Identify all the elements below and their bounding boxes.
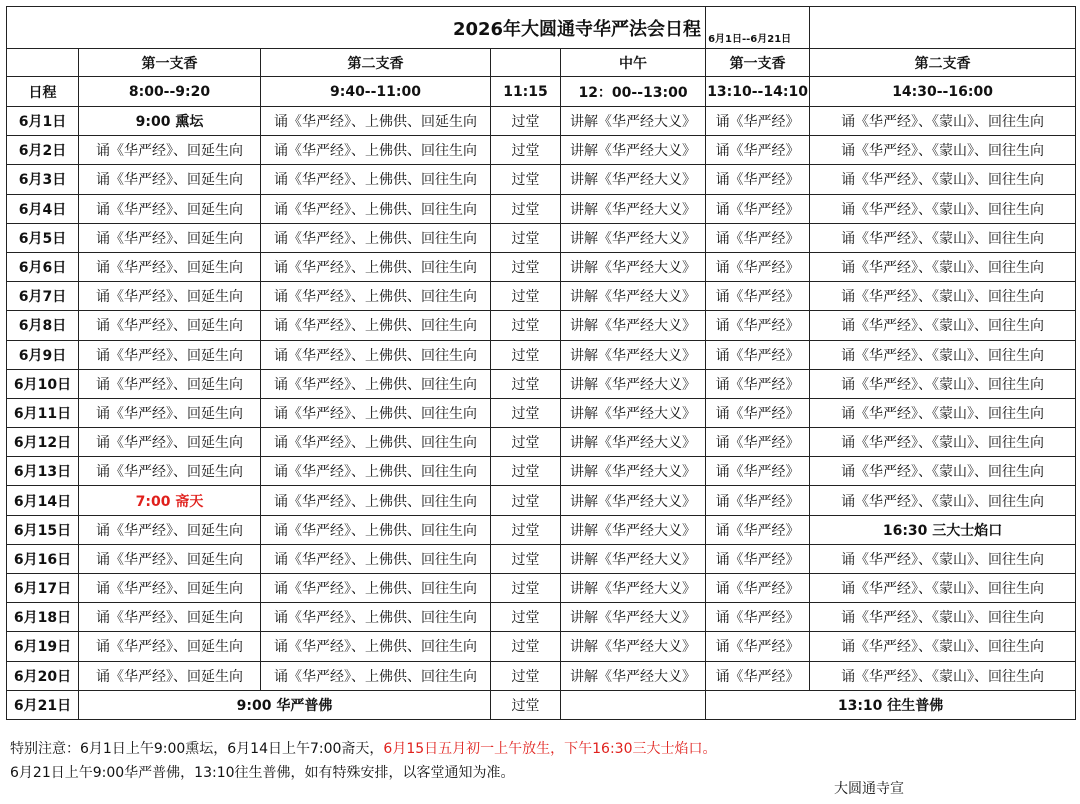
- date-cell: 6月18日: [7, 603, 79, 632]
- afternoon-second-cell: 诵《华严经》、《蒙山》、回往生向: [810, 340, 1076, 369]
- morning-second-cell: 诵《华严经》、上佛供、回往生向: [261, 165, 491, 194]
- table-row: [7, 340, 1076, 369]
- title-blank-cell: [810, 7, 1076, 49]
- date-cell: 6月7日: [7, 282, 79, 311]
- morning-first-cell: 诵《华严经》、回延生向: [79, 574, 261, 603]
- noon-meal-cell: 过堂: [491, 428, 561, 457]
- noon-meal-cell: 过堂: [491, 544, 561, 573]
- morning-second-cell: 诵《华严经》、上佛供、回往生向: [261, 515, 491, 544]
- date-cell: 6月17日: [7, 574, 79, 603]
- table-row: [7, 369, 1076, 398]
- morning-second-cell: 诵《华严经》、上佛供、回往生向: [261, 428, 491, 457]
- noon-meal-cell: 过堂: [491, 515, 561, 544]
- lecture-cell: 讲解《华严经大义》: [561, 603, 706, 632]
- afternoon-first-cell: 诵《华严经》: [706, 398, 810, 427]
- schedule-table: [6, 6, 1076, 720]
- date-cell: 6月20日: [7, 661, 79, 690]
- date-cell: 6月13日: [7, 457, 79, 486]
- table-row: [7, 428, 1076, 457]
- table-row: [7, 603, 1076, 632]
- afternoon-first-cell: 诵《华严经》: [706, 107, 810, 136]
- date-cell: 6月1日: [7, 107, 79, 136]
- time-header: 日程: [7, 77, 79, 107]
- time-header: 11:15: [491, 77, 561, 107]
- table-row: [7, 515, 1076, 544]
- afternoon-second-cell: 16:30 三大士焰口: [810, 515, 1076, 544]
- afternoon-first-cell: 诵《华严经》: [706, 282, 810, 311]
- morning-first-cell: 诵《华严经》、回延生向: [79, 194, 261, 223]
- noon-meal-cell: 过堂: [491, 603, 561, 632]
- lecture-cell: [561, 690, 706, 719]
- lecture-cell: 讲解《华严经大义》: [561, 194, 706, 223]
- morning-first-cell: 诵《华严经》、回延生向: [79, 544, 261, 573]
- lecture-cell: 讲解《华严经大义》: [561, 282, 706, 311]
- morning-second-cell: 诵《华严经》、上佛供、回往生向: [261, 136, 491, 165]
- afternoon-second-cell: 诵《华严经》、《蒙山》、回往生向: [810, 369, 1076, 398]
- afternoon-first-cell: 诵《华严经》: [706, 165, 810, 194]
- morning-second-cell: 诵《华严经》、上佛供、回往生向: [261, 223, 491, 252]
- session-header: 第二支香: [810, 49, 1076, 77]
- morning-first-cell: 诵《华严经》、回延生向: [79, 223, 261, 252]
- morning-second-cell: 诵《华严经》、上佛供、回延生向: [261, 107, 491, 136]
- noon-meal-cell: 过堂: [491, 661, 561, 690]
- morning-first-cell: 诵《华严经》、回延生向: [79, 282, 261, 311]
- afternoon-second-cell: 诵《华严经》、《蒙山》、回往生向: [810, 165, 1076, 194]
- lecture-cell: 讲解《华严经大义》: [561, 486, 706, 515]
- lecture-cell: 讲解《华严经大义》: [561, 661, 706, 690]
- table-row: [7, 661, 1076, 690]
- afternoon-first-cell: 诵《华严经》: [706, 252, 810, 281]
- afternoon-second-cell: 诵《华严经》、《蒙山》、回往生向: [810, 486, 1076, 515]
- noon-meal-cell: 过堂: [491, 282, 561, 311]
- session-header: 中午: [561, 49, 706, 77]
- morning-second-cell: 诵《华严经》、上佛供、回往生向: [261, 544, 491, 573]
- afternoon-first-cell: 诵《华严经》: [706, 486, 810, 515]
- lecture-cell: 讲解《华严经大义》: [561, 515, 706, 544]
- table-row: [7, 194, 1076, 223]
- table-row: [7, 574, 1076, 603]
- morning-first-cell: 9:00 熏坛: [79, 107, 261, 136]
- lecture-cell: 讲解《华严经大义》: [561, 107, 706, 136]
- afternoon-first-cell: 诵《华严经》: [706, 136, 810, 165]
- noon-meal-cell: 过堂: [491, 632, 561, 661]
- morning-second-cell: 诵《华严经》、上佛供、回往生向: [261, 252, 491, 281]
- date-cell: 6月14日: [7, 486, 79, 515]
- table-row: [7, 632, 1076, 661]
- table-row: [7, 165, 1076, 194]
- time-header: 8:00--9:20: [79, 77, 261, 107]
- afternoon-first-cell: 诵《华严经》: [706, 369, 810, 398]
- morning-second-cell: 诵《华严经》、上佛供、回往生向: [261, 398, 491, 427]
- noon-meal-cell: 过堂: [491, 369, 561, 398]
- afternoon-second-cell: 诵《华严经》、《蒙山》、回往生向: [810, 544, 1076, 573]
- date-cell: 6月21日: [7, 690, 79, 719]
- table-row: [7, 311, 1076, 340]
- afternoon-second-cell: 诵《华严经》、《蒙山》、回往生向: [810, 428, 1076, 457]
- afternoon-second-cell: 诵《华严经》、《蒙山》、回往生向: [810, 398, 1076, 427]
- lecture-cell: 讲解《华严经大义》: [561, 311, 706, 340]
- table-row: [7, 136, 1076, 165]
- lecture-cell: 讲解《华严经大义》: [561, 369, 706, 398]
- morning-second-cell: 诵《华严经》、上佛供、回往生向: [261, 369, 491, 398]
- morning-second-cell: 诵《华严经》、上佛供、回往生向: [261, 457, 491, 486]
- notes-line-2: 6月21日上午9:00华严普佛，13:10往生普佛，如有特殊安排，以客堂通知为准。: [10, 765, 515, 781]
- date-range: 6月1日--6月21日: [706, 7, 810, 49]
- noon-meal-cell: 过堂: [491, 690, 561, 719]
- afternoon-first-cell: 诵《华严经》: [706, 574, 810, 603]
- morning-first-cell: 诵《华严经》、回延生向: [79, 515, 261, 544]
- session-header: 第一支香: [79, 49, 261, 77]
- date-cell: 6月2日: [7, 136, 79, 165]
- date-cell: 6月19日: [7, 632, 79, 661]
- afternoon-second-cell: 诵《华严经》、《蒙山》、回往生向: [810, 282, 1076, 311]
- notes: [10, 737, 717, 785]
- afternoon-second-cell: 诵《华严经》、《蒙山》、回往生向: [810, 661, 1076, 690]
- table-row: [7, 252, 1076, 281]
- morning-first-cell: 诵《华严经》、回延生向: [79, 165, 261, 194]
- morning-first-cell: 诵《华严经》、回延生向: [79, 311, 261, 340]
- noon-meal-cell: 过堂: [491, 398, 561, 427]
- blank-header-cell: [7, 49, 79, 77]
- time-header: 14:30--16:00: [810, 77, 1076, 107]
- lecture-cell: 讲解《华严经大义》: [561, 340, 706, 369]
- notes-highlight: 6月15日五月初一上午放生，下午16:30三大士焰口。: [383, 741, 717, 757]
- afternoon-second-cell: 诵《华严经》、《蒙山》、回往生向: [810, 457, 1076, 486]
- lecture-cell: 讲解《华严经大义》: [561, 632, 706, 661]
- table-row: [7, 544, 1076, 573]
- morning-first-cell: 诵《华严经》、回延生向: [79, 632, 261, 661]
- table-row: [7, 282, 1076, 311]
- morning-second-cell: 诵《华严经》、上佛供、回往生向: [261, 194, 491, 223]
- afternoon-first-cell: 诵《华严经》: [706, 428, 810, 457]
- table-row: [7, 398, 1076, 427]
- notes-line-1: [10, 737, 717, 761]
- time-header: 9:40--11:00: [261, 77, 491, 107]
- morning-second-cell: 诵《华严经》、上佛供、回往生向: [261, 632, 491, 661]
- morning-second-cell: 诵《华严经》、上佛供、回往生向: [261, 486, 491, 515]
- morning-second-cell: 诵《华严经》、上佛供、回往生向: [261, 311, 491, 340]
- morning-first-cell: 诵《华严经》、回延生向: [79, 136, 261, 165]
- noon-meal-cell: 过堂: [491, 136, 561, 165]
- notes-line-1-text: 特别注意：6月1日上午9:00熏坛，6月14日上午7:00斋天，: [10, 741, 384, 757]
- lecture-cell: 讲解《华严经大义》: [561, 398, 706, 427]
- noon-meal-cell: 过堂: [491, 194, 561, 223]
- noon-meal-cell: 过堂: [491, 340, 561, 369]
- session-header: 第一支香: [706, 49, 810, 77]
- morning-first-cell: 诵《华严经》、回延生向: [79, 369, 261, 398]
- noon-meal-cell: 过堂: [491, 165, 561, 194]
- noon-meal-cell: 过堂: [491, 574, 561, 603]
- morning-first-cell: 诵《华严经》、回延生向: [79, 428, 261, 457]
- morning-second-cell: 诵《华严经》、上佛供、回往生向: [261, 340, 491, 369]
- afternoon-second-cell: 诵《华严经》、《蒙山》、回往生向: [810, 574, 1076, 603]
- lecture-cell: 讲解《华严经大义》: [561, 428, 706, 457]
- morning-first-cell: 诵《华严经》、回延生向: [79, 457, 261, 486]
- morning-second-cell: 诵《华严经》、上佛供、回往生向: [261, 574, 491, 603]
- time-header: 13:10--14:10: [706, 77, 810, 107]
- time-header: 12：00--13:00: [561, 77, 706, 107]
- morning-first-cell: 诵《华严经》、回延生向: [79, 340, 261, 369]
- title-row: [7, 7, 1076, 49]
- morning-first-cell: 诵《华严经》、回延生向: [79, 398, 261, 427]
- morning-second-cell: 诵《华严经》、上佛供、回往生向: [261, 603, 491, 632]
- date-cell: 6月11日: [7, 398, 79, 427]
- time-header-row: [7, 77, 1076, 107]
- afternoon-first-cell: 诵《华严经》: [706, 223, 810, 252]
- morning-merged-cell: 9:00 华严普佛: [79, 690, 491, 719]
- session-header: 第二支香: [261, 49, 491, 77]
- lecture-cell: 讲解《华严经大义》: [561, 165, 706, 194]
- morning-first-cell: 7:00 斋天: [79, 486, 261, 515]
- lecture-cell: 讲解《华严经大义》: [561, 252, 706, 281]
- afternoon-first-cell: 诵《华严经》: [706, 661, 810, 690]
- date-cell: 6月9日: [7, 340, 79, 369]
- afternoon-first-cell: 诵《华严经》: [706, 457, 810, 486]
- afternoon-first-cell: 诵《华严经》: [706, 340, 810, 369]
- session-header-row: [7, 49, 1076, 77]
- lecture-cell: 讲解《华严经大义》: [561, 223, 706, 252]
- afternoon-second-cell: 诵《华严经》、《蒙山》、回往生向: [810, 311, 1076, 340]
- date-cell: 6月3日: [7, 165, 79, 194]
- afternoon-second-cell: 诵《华严经》、《蒙山》、回往生向: [810, 632, 1076, 661]
- noon-meal-cell: 过堂: [491, 486, 561, 515]
- noon-meal-cell: 过堂: [491, 107, 561, 136]
- afternoon-second-cell: 诵《华严经》、《蒙山》、回往生向: [810, 107, 1076, 136]
- date-cell: 6月8日: [7, 311, 79, 340]
- morning-first-cell: 诵《华严经》、回延生向: [79, 661, 261, 690]
- afternoon-first-cell: 诵《华严经》: [706, 311, 810, 340]
- signature: 大圆通寺宣: [834, 781, 904, 797]
- afternoon-second-cell: 诵《华严经》、《蒙山》、回往生向: [810, 603, 1076, 632]
- morning-first-cell: 诵《华严经》、回延生向: [79, 603, 261, 632]
- date-cell: 6月4日: [7, 194, 79, 223]
- afternoon-second-cell: 诵《华严经》、《蒙山》、回往生向: [810, 194, 1076, 223]
- lecture-cell: 讲解《华严经大义》: [561, 457, 706, 486]
- lecture-cell: 讲解《华严经大义》: [561, 544, 706, 573]
- table-row-final: [7, 690, 1076, 719]
- afternoon-first-cell: 诵《华严经》: [706, 515, 810, 544]
- afternoon-first-cell: 诵《华严经》: [706, 194, 810, 223]
- noon-meal-cell: 过堂: [491, 311, 561, 340]
- afternoon-first-cell: 诵《华严经》: [706, 603, 810, 632]
- table-row: [7, 223, 1076, 252]
- blank-header-cell: [491, 49, 561, 77]
- morning-second-cell: 诵《华严经》、上佛供、回往生向: [261, 661, 491, 690]
- date-cell: 6月10日: [7, 369, 79, 398]
- schedule-title: 2026年大圆通寺华严法会日程: [7, 7, 706, 49]
- afternoon-second-cell: 诵《华严经》、《蒙山》、回往生向: [810, 252, 1076, 281]
- date-cell: 6月15日: [7, 515, 79, 544]
- date-cell: 6月12日: [7, 428, 79, 457]
- noon-meal-cell: 过堂: [491, 457, 561, 486]
- afternoon-merged-cell: 13:10 往生普佛: [706, 690, 1076, 719]
- table-row: [7, 486, 1076, 515]
- afternoon-first-cell: 诵《华严经》: [706, 632, 810, 661]
- morning-second-cell: 诵《华严经》、上佛供、回往生向: [261, 282, 491, 311]
- lecture-cell: 讲解《华严经大义》: [561, 136, 706, 165]
- date-cell: 6月16日: [7, 544, 79, 573]
- afternoon-second-cell: 诵《华严经》、《蒙山》、回往生向: [810, 136, 1076, 165]
- morning-first-cell: 诵《华严经》、回延生向: [79, 252, 261, 281]
- afternoon-first-cell: 诵《华严经》: [706, 544, 810, 573]
- table-row: [7, 457, 1076, 486]
- date-cell: 6月6日: [7, 252, 79, 281]
- afternoon-second-cell: 诵《华严经》、《蒙山》、回往生向: [810, 223, 1076, 252]
- lecture-cell: 讲解《华严经大义》: [561, 574, 706, 603]
- date-cell: 6月5日: [7, 223, 79, 252]
- table-row: [7, 107, 1076, 136]
- noon-meal-cell: 过堂: [491, 223, 561, 252]
- noon-meal-cell: 过堂: [491, 252, 561, 281]
